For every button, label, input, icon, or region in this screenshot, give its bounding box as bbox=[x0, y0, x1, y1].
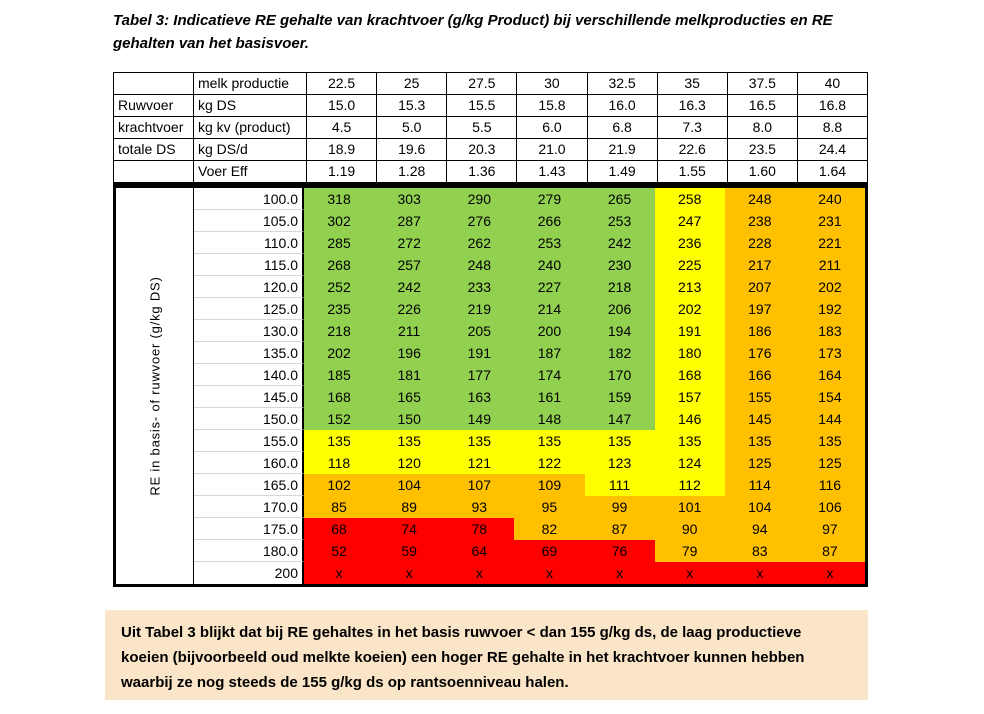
matrix-cell: 253 bbox=[585, 210, 655, 232]
header-value-cell: 30 bbox=[517, 73, 587, 94]
matrix-cell: 114 bbox=[725, 474, 795, 496]
header-value-cell: 1.55 bbox=[658, 161, 728, 182]
matrix-cell: 146 bbox=[655, 408, 725, 430]
matrix-row bbox=[194, 452, 865, 474]
header-value-cell: 1.43 bbox=[517, 161, 587, 182]
table-header-block bbox=[113, 72, 868, 183]
matrix-cell: 104 bbox=[374, 474, 444, 496]
matrix-cell: 159 bbox=[585, 386, 655, 408]
matrix-cell: 116 bbox=[795, 474, 865, 496]
matrix-cell: 95 bbox=[514, 496, 584, 518]
header-value-cell: 23.5 bbox=[728, 139, 798, 160]
matrix-cell: 121 bbox=[444, 452, 514, 474]
matrix-cell: 200 bbox=[514, 320, 584, 342]
matrix-cell: 211 bbox=[374, 320, 444, 342]
matrix-row bbox=[194, 254, 865, 276]
matrix-cell: 268 bbox=[304, 254, 374, 276]
matrix-cell: 90 bbox=[655, 518, 725, 540]
matrix-cell: 173 bbox=[795, 342, 865, 364]
matrix-cell: 238 bbox=[725, 210, 795, 232]
matrix-cell: 174 bbox=[514, 364, 584, 386]
matrix-cell: 152 bbox=[304, 408, 374, 430]
matrix-cell: 148 bbox=[514, 408, 584, 430]
matrix-cell: x bbox=[585, 562, 655, 584]
matrix-cell: 186 bbox=[725, 320, 795, 342]
matrix-cell: 213 bbox=[655, 276, 725, 298]
header-value-cell: 1.60 bbox=[728, 161, 798, 182]
matrix-cell: x bbox=[725, 562, 795, 584]
matrix-cell: 135 bbox=[655, 430, 725, 452]
header-value-cell: 8.8 bbox=[822, 119, 843, 135]
header-value-cell: 8.0 bbox=[728, 117, 798, 138]
matrix-cell: 85 bbox=[304, 496, 374, 518]
table-caption: Tabel 3: Indicatieve RE gehalte van krachtvoer (g/kg Product) bij verschillende melkproducties en RE gehalten van het basisvoer. bbox=[113, 12, 833, 52]
header-value-cell: 5.5 bbox=[447, 117, 517, 138]
matrix-row-label: 115.0 bbox=[194, 254, 304, 276]
header-row bbox=[114, 73, 867, 95]
row-metric-label: melk productie bbox=[194, 73, 307, 94]
matrix-cell: 112 bbox=[655, 474, 725, 496]
matrix-row bbox=[194, 188, 865, 210]
matrix-cell: 161 bbox=[514, 386, 584, 408]
header-value-cell: 1.49 bbox=[588, 161, 658, 182]
y-axis-label: RE in basis- of ruwvoer (g/kg DS) bbox=[147, 276, 162, 496]
matrix-cell: 248 bbox=[444, 254, 514, 276]
matrix-cell: 272 bbox=[374, 232, 444, 254]
matrix-cell: 68 bbox=[304, 518, 374, 540]
matrix-row-label: 120.0 bbox=[194, 276, 304, 298]
matrix-cell: 205 bbox=[444, 320, 514, 342]
matrix-cell: 168 bbox=[304, 386, 374, 408]
matrix-row bbox=[194, 430, 865, 452]
matrix-cell: 206 bbox=[585, 298, 655, 320]
matrix-cell: 242 bbox=[374, 276, 444, 298]
matrix-cell: 99 bbox=[585, 496, 655, 518]
matrix-cell: 196 bbox=[374, 342, 444, 364]
matrix-row-label: 150.0 bbox=[194, 408, 304, 430]
header-value-cell: 16.3 bbox=[658, 95, 728, 116]
matrix-cell: 197 bbox=[725, 298, 795, 320]
matrix-cell: 164 bbox=[795, 364, 865, 386]
matrix-cell: 69 bbox=[514, 540, 584, 562]
matrix-cell: 87 bbox=[795, 540, 865, 562]
matrix-cell: 183 bbox=[795, 320, 865, 342]
matrix-cell: 240 bbox=[795, 188, 865, 210]
matrix-cell: 227 bbox=[514, 276, 584, 298]
matrix-cell: 147 bbox=[585, 408, 655, 430]
matrix-cell: 217 bbox=[725, 254, 795, 276]
matrix-row bbox=[194, 232, 865, 254]
matrix-cell: 191 bbox=[444, 342, 514, 364]
matrix-cell: 185 bbox=[304, 364, 374, 386]
matrix-cell: 265 bbox=[585, 188, 655, 210]
matrix-cell: 78 bbox=[444, 518, 514, 540]
header-value-cell: 16.8 bbox=[818, 97, 847, 113]
matrix-cell: 125 bbox=[795, 452, 865, 474]
matrix-row bbox=[194, 408, 865, 430]
matrix-row bbox=[194, 364, 865, 386]
matrix-cell: 202 bbox=[795, 276, 865, 298]
matrix-row bbox=[194, 496, 865, 518]
header-value-cell: 27.5 bbox=[447, 73, 517, 94]
matrix-row-label: 140.0 bbox=[194, 364, 304, 386]
matrix-cell: 225 bbox=[655, 254, 725, 276]
matrix-row-label: 110.0 bbox=[194, 232, 304, 254]
matrix-cell: 155 bbox=[725, 386, 795, 408]
matrix-row bbox=[194, 210, 865, 232]
matrix-rows bbox=[194, 188, 865, 584]
matrix-cell: 82 bbox=[514, 518, 584, 540]
re-matrix-block bbox=[113, 188, 868, 587]
matrix-cell: 59 bbox=[374, 540, 444, 562]
header-row bbox=[114, 95, 867, 117]
matrix-cell: x bbox=[514, 562, 584, 584]
matrix-cell: 226 bbox=[374, 298, 444, 320]
note-text: Uit Tabel 3 blijkt dat bij RE gehaltes in het basis ruwvoer < dan 155 g/kg ds, de laag productieve koeien (bijvoorbeeld oud melkte koeien) een hoger RE gehalte in het krachtvoer kunnen hebben waarbij ze nog steeds de 155 g/kg ds op rantsoenniveau halen. bbox=[121, 624, 805, 691]
matrix-cell: 111 bbox=[585, 474, 655, 496]
matrix-cell: 135 bbox=[444, 430, 514, 452]
matrix-cell: 122 bbox=[514, 452, 584, 474]
matrix-cell: 318 bbox=[304, 188, 374, 210]
matrix-cell: 94 bbox=[725, 518, 795, 540]
matrix-cell: 235 bbox=[304, 298, 374, 320]
matrix-cell: 163 bbox=[444, 386, 514, 408]
matrix-cell: 177 bbox=[444, 364, 514, 386]
matrix-cell: 233 bbox=[444, 276, 514, 298]
matrix-cell: 166 bbox=[725, 364, 795, 386]
matrix-cell: 124 bbox=[655, 452, 725, 474]
matrix-row-label: 165.0 bbox=[194, 474, 304, 496]
matrix-cell: 218 bbox=[585, 276, 655, 298]
matrix-row bbox=[194, 298, 865, 320]
matrix-cell: 154 bbox=[795, 386, 865, 408]
matrix-cell: 74 bbox=[374, 518, 444, 540]
header-value-cell: 1.19 bbox=[307, 161, 377, 182]
matrix-cell: 248 bbox=[725, 188, 795, 210]
matrix-row-label: 200 bbox=[194, 562, 304, 584]
matrix-cell: 97 bbox=[795, 518, 865, 540]
matrix-cell: 107 bbox=[444, 474, 514, 496]
matrix-row bbox=[194, 474, 865, 496]
matrix-row bbox=[194, 276, 865, 298]
matrix-row bbox=[194, 540, 865, 562]
matrix-cell: 228 bbox=[725, 232, 795, 254]
row-metric-label: kg DS bbox=[194, 95, 307, 116]
matrix-cell: 279 bbox=[514, 188, 584, 210]
matrix-cell: 135 bbox=[374, 430, 444, 452]
matrix-row bbox=[194, 342, 865, 364]
header-value-cell: 1.28 bbox=[377, 161, 447, 182]
matrix-cell: 135 bbox=[725, 430, 795, 452]
matrix-cell: 258 bbox=[655, 188, 725, 210]
matrix-cell: 202 bbox=[304, 342, 374, 364]
matrix-cell: 302 bbox=[304, 210, 374, 232]
matrix-cell: 202 bbox=[655, 298, 725, 320]
matrix-cell: 145 bbox=[725, 408, 795, 430]
matrix-row-label: 180.0 bbox=[194, 540, 304, 562]
header-value-cell: 35 bbox=[658, 73, 728, 94]
matrix-cell: 135 bbox=[585, 430, 655, 452]
matrix-cell: x bbox=[444, 562, 514, 584]
matrix-cell: 221 bbox=[795, 232, 865, 254]
header-value-cell: 21.9 bbox=[588, 139, 658, 160]
matrix-cell: x bbox=[374, 562, 444, 584]
matrix-cell: 252 bbox=[304, 276, 374, 298]
matrix-row-label: 100.0 bbox=[194, 188, 304, 210]
row-metric-label: kg kv (product) bbox=[194, 117, 307, 138]
matrix-cell: 125 bbox=[725, 452, 795, 474]
y-axis-column bbox=[116, 188, 194, 584]
row-group-label bbox=[114, 161, 194, 182]
header-value-cell: 20.3 bbox=[447, 139, 517, 160]
matrix-cell: 207 bbox=[725, 276, 795, 298]
matrix-cell: 170 bbox=[585, 364, 655, 386]
matrix-row-label: 125.0 bbox=[194, 298, 304, 320]
header-value-cell: 15.0 bbox=[307, 95, 377, 116]
header-value-cell: 16.0 bbox=[588, 95, 658, 116]
matrix-cell: 106 bbox=[795, 496, 865, 518]
header-value-cell: 15.5 bbox=[447, 95, 517, 116]
header-row bbox=[114, 161, 867, 182]
matrix-cell: 149 bbox=[444, 408, 514, 430]
row-group-label: Ruwvoer bbox=[114, 95, 194, 116]
row-metric-label: Voer Eff bbox=[194, 161, 307, 182]
row-group-label: krachtvoer bbox=[114, 117, 194, 138]
matrix-cell: 120 bbox=[374, 452, 444, 474]
matrix-row-label: 155.0 bbox=[194, 430, 304, 452]
matrix-row-label: 135.0 bbox=[194, 342, 304, 364]
matrix-cell: x bbox=[655, 562, 725, 584]
matrix-row-label: 145.0 bbox=[194, 386, 304, 408]
header-value-cell: 19.6 bbox=[377, 139, 447, 160]
matrix-cell: 287 bbox=[374, 210, 444, 232]
matrix-cell: 262 bbox=[444, 232, 514, 254]
matrix-cell: x bbox=[304, 562, 374, 584]
matrix-cell: 211 bbox=[795, 254, 865, 276]
re-table bbox=[113, 72, 868, 587]
header-value-cell: 24.4 bbox=[818, 141, 847, 157]
matrix-cell: 101 bbox=[655, 496, 725, 518]
matrix-cell: 135 bbox=[795, 430, 865, 452]
matrix-cell: 118 bbox=[304, 452, 374, 474]
header-value-cell: 15.3 bbox=[377, 95, 447, 116]
matrix-cell: 247 bbox=[655, 210, 725, 232]
row-group-label bbox=[114, 73, 194, 94]
header-value-cell: 16.5 bbox=[728, 95, 798, 116]
matrix-cell: 135 bbox=[514, 430, 584, 452]
matrix-row bbox=[194, 562, 865, 584]
matrix-cell: 135 bbox=[304, 430, 374, 452]
matrix-cell: 231 bbox=[795, 210, 865, 232]
matrix-row-label: 130.0 bbox=[194, 320, 304, 342]
matrix-row bbox=[194, 386, 865, 408]
header-value-cell: 37.5 bbox=[728, 73, 798, 94]
matrix-cell: 182 bbox=[585, 342, 655, 364]
matrix-cell: 230 bbox=[585, 254, 655, 276]
header-value-cell: 40 bbox=[824, 75, 841, 91]
matrix-row bbox=[194, 320, 865, 342]
header-value-cell: 1.64 bbox=[818, 163, 847, 179]
matrix-cell: 109 bbox=[514, 474, 584, 496]
matrix-cell: 194 bbox=[585, 320, 655, 342]
header-value-cell: 25 bbox=[377, 73, 447, 94]
matrix-cell: 219 bbox=[444, 298, 514, 320]
row-group-label: totale DS bbox=[114, 139, 194, 160]
matrix-row bbox=[194, 518, 865, 540]
matrix-cell: 104 bbox=[725, 496, 795, 518]
matrix-cell: 266 bbox=[514, 210, 584, 232]
matrix-cell: 192 bbox=[795, 298, 865, 320]
matrix-cell: 150 bbox=[374, 408, 444, 430]
matrix-cell: 102 bbox=[304, 474, 374, 496]
matrix-row-label: 160.0 bbox=[194, 452, 304, 474]
matrix-cell: 83 bbox=[725, 540, 795, 562]
matrix-cell: 76 bbox=[585, 540, 655, 562]
matrix-cell: 79 bbox=[655, 540, 725, 562]
matrix-cell: 87 bbox=[585, 518, 655, 540]
header-value-cell: 32.5 bbox=[588, 73, 658, 94]
matrix-cell: 93 bbox=[444, 496, 514, 518]
header-value-cell: 15.8 bbox=[517, 95, 587, 116]
matrix-cell: 168 bbox=[655, 364, 725, 386]
matrix-row-label: 175.0 bbox=[194, 518, 304, 540]
matrix-row-label: 170.0 bbox=[194, 496, 304, 518]
matrix-cell: 181 bbox=[374, 364, 444, 386]
header-value-cell: 18.9 bbox=[307, 139, 377, 160]
header-value-cell: 5.0 bbox=[377, 117, 447, 138]
matrix-cell: 64 bbox=[444, 540, 514, 562]
matrix-cell: 240 bbox=[514, 254, 584, 276]
matrix-cell: 242 bbox=[585, 232, 655, 254]
header-value-cell: 4.5 bbox=[307, 117, 377, 138]
matrix-cell: 52 bbox=[304, 540, 374, 562]
matrix-cell: 176 bbox=[725, 342, 795, 364]
matrix-cell: 123 bbox=[585, 452, 655, 474]
matrix-cell: 187 bbox=[514, 342, 584, 364]
header-value-cell: 6.8 bbox=[588, 117, 658, 138]
header-value-cell: 7.3 bbox=[658, 117, 728, 138]
note-box bbox=[105, 610, 868, 700]
matrix-row-label: 105.0 bbox=[194, 210, 304, 232]
header-value-cell: 6.0 bbox=[517, 117, 587, 138]
matrix-cell: 180 bbox=[655, 342, 725, 364]
matrix-cell: 285 bbox=[304, 232, 374, 254]
header-row bbox=[114, 117, 867, 139]
matrix-cell: 290 bbox=[444, 188, 514, 210]
matrix-cell: 144 bbox=[795, 408, 865, 430]
matrix-cell: 191 bbox=[655, 320, 725, 342]
matrix-cell: 157 bbox=[655, 386, 725, 408]
matrix-cell: 89 bbox=[374, 496, 444, 518]
matrix-cell: 257 bbox=[374, 254, 444, 276]
header-row bbox=[114, 139, 867, 161]
header-value-cell: 21.0 bbox=[517, 139, 587, 160]
matrix-cell: 214 bbox=[514, 298, 584, 320]
matrix-cell: 165 bbox=[374, 386, 444, 408]
matrix-cell: 303 bbox=[374, 188, 444, 210]
row-metric-label: kg DS/d bbox=[194, 139, 307, 160]
matrix-cell: 253 bbox=[514, 232, 584, 254]
matrix-cell: 276 bbox=[444, 210, 514, 232]
matrix-cell: 236 bbox=[655, 232, 725, 254]
matrix-cell: x bbox=[795, 562, 865, 584]
matrix-cell: 218 bbox=[304, 320, 374, 342]
header-value-cell: 22.6 bbox=[658, 139, 728, 160]
header-value-cell: 1.36 bbox=[447, 161, 517, 182]
header-value-cell: 22.5 bbox=[307, 73, 377, 94]
